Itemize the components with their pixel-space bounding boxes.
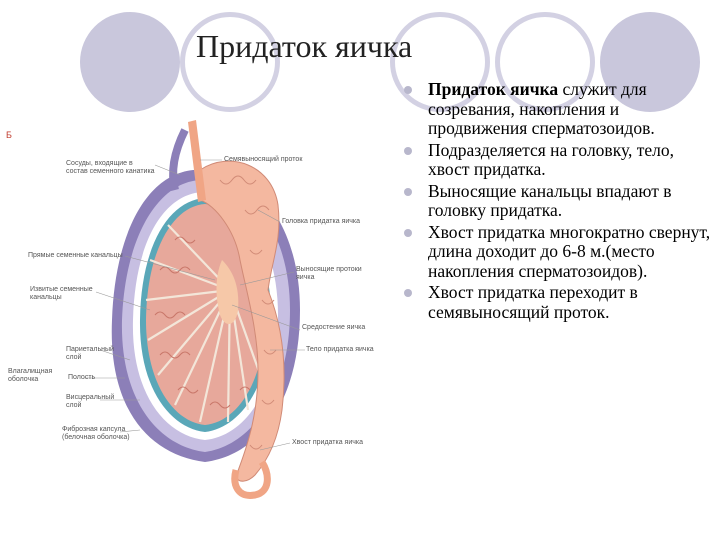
label-head: Головка придатка яичка	[282, 218, 361, 225]
bullet-item: Придаток яичка служит для созревания, накопления и продвижения сперматозоидов.	[402, 80, 714, 139]
bullet-icon	[404, 289, 412, 297]
bullet-item: Хвост придатка переходит в семявыносящий проток.	[402, 283, 714, 322]
bullet-item: Выносящие канальцы впадают в головку придатка.	[402, 182, 714, 221]
label-efferent: Выносящие протоки яичка	[296, 266, 362, 281]
label-body: Тело придатка яичка	[306, 346, 374, 353]
label-cavity: Полость	[68, 374, 96, 381]
bullet-item: Подразделяется на головку, тело, хвост придатка.	[402, 141, 714, 180]
bullet-item: Хвост придатка многократно свернут, длина доходит до 6-8 м.(место накопления сперматозоидов).	[402, 223, 714, 282]
testis-diagram	[0, 110, 400, 540]
label-vaginal: Влагалищная оболочка	[8, 368, 53, 383]
figure-letter: Б	[6, 130, 12, 140]
label-parietal: Париетальный слой	[66, 346, 114, 361]
decor-circle-1	[80, 12, 180, 112]
slide-title: Придаток яичка	[196, 28, 413, 64]
label-spermatic-cord: Семявыносящий проток	[224, 156, 303, 163]
label-mediastinum: Средостение яичка	[302, 324, 366, 331]
bullet-icon	[404, 86, 412, 94]
label-albuginea: Фиброзная капсула (белочная оболочка)	[62, 426, 130, 441]
bullet-icon	[404, 147, 412, 155]
bullet-list	[402, 80, 714, 324]
label-straight-tubules: Прямые семенные канальцы	[28, 252, 123, 259]
bullet-icon	[404, 229, 412, 237]
label-visceral: Висцеральный слой	[66, 394, 115, 409]
label-gubernaculum: Сосуды, входящие в состав семенного канатика	[66, 160, 155, 175]
bullet-icon	[404, 188, 412, 196]
label-convoluted: Извитые семенные канальцы	[30, 286, 93, 301]
label-tail: Хвост придатка яичка	[292, 439, 363, 446]
